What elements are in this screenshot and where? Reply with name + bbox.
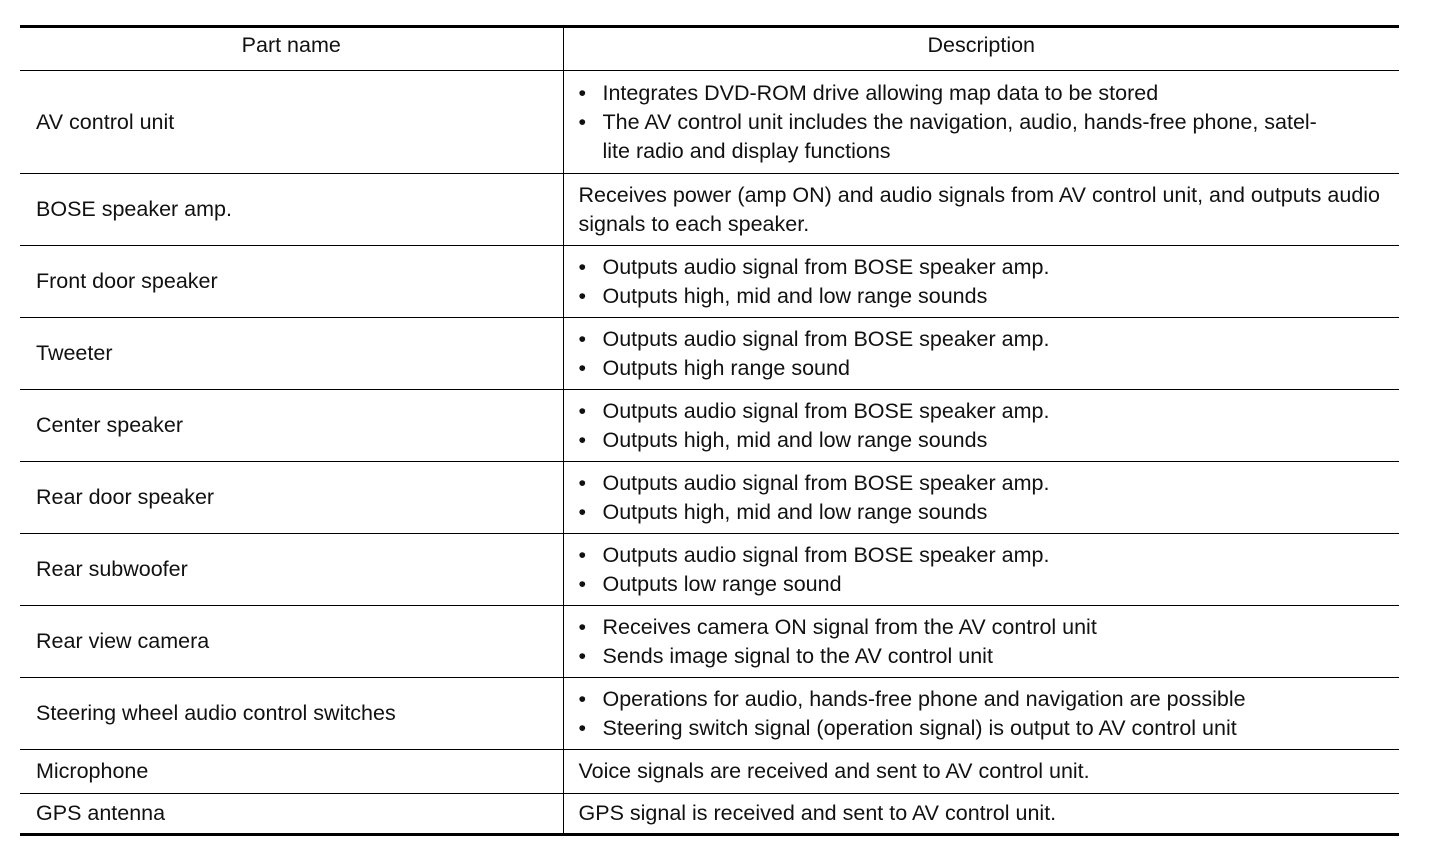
description-bullet: • Operations for audio, hands-free phone and navigation are possible: [579, 685, 1390, 714]
part-name-cell: GPS antenna: [36, 801, 166, 825]
description-bullet: • Outputs high, mid and low range sounds: [579, 498, 1390, 527]
description-bullet: • Outputs audio signal from BOSE speaker amp.: [579, 541, 1390, 570]
description-cell: [563, 71, 1399, 174]
part-name-cell: Steering wheel audio control switches: [20, 678, 563, 750]
part-name-cell: Rear door speaker: [20, 462, 563, 534]
table-row: [20, 71, 1399, 174]
description-cell: GPS signal is received and sent to AV control unit.: [563, 794, 1399, 835]
description-bullet: • Outputs high, mid and low range sounds: [579, 282, 1390, 311]
description-bullet: • The AV control unit includes the navigation, audio, hands-free phone, satel- lite radio and display functions: [579, 108, 1390, 166]
description-bullet: • Outputs audio signal from BOSE speaker amp.: [579, 397, 1390, 426]
part-name-cell: Center speaker: [20, 390, 563, 462]
description-bullet-list: [579, 469, 1390, 527]
description-bullet: • Steering switch signal (operation signal) is output to AV control unit: [579, 714, 1390, 743]
description-cell: [563, 318, 1399, 390]
description-bullet-list: [579, 397, 1390, 455]
part-name-cell: AV control unit: [20, 71, 563, 174]
description-cell: [563, 678, 1399, 750]
part-name-cell: Front door speaker: [20, 246, 563, 318]
table-header-row: [20, 27, 1399, 71]
description-bullet-list: [579, 685, 1390, 743]
table-row: [20, 794, 1399, 835]
description-bullet: • Outputs audio signal from BOSE speaker amp.: [579, 253, 1390, 282]
table-row: [20, 390, 1399, 462]
table-row: [20, 318, 1399, 390]
parts-description-table: [20, 25, 1399, 836]
description-cell: Receives power (amp ON) and audio signals from AV control unit, and outputs audio signals to each speaker.: [563, 174, 1399, 246]
description-cell: [563, 534, 1399, 606]
description-bullet: • Receives camera ON signal from the AV control unit: [579, 613, 1390, 642]
description-bullet-list: [579, 325, 1390, 383]
column-header-description: Description: [563, 27, 1399, 71]
description-bullet-list: [579, 79, 1390, 166]
description-bullet-list: [579, 253, 1390, 311]
description-bullet: • Outputs high, mid and low range sounds: [579, 426, 1390, 455]
table-row: [20, 246, 1399, 318]
description-cell: [563, 606, 1399, 678]
description-cell: [563, 390, 1399, 462]
description-bullet: • Sends image signal to the AV control unit: [579, 642, 1390, 671]
description-bullet: • Outputs high range sound: [579, 354, 1390, 383]
table-row: [20, 606, 1399, 678]
table-row: [20, 462, 1399, 534]
table-row: [20, 534, 1399, 606]
part-name-cell: BOSE speaker amp.: [20, 174, 563, 246]
table-row: [20, 174, 1399, 246]
description-bullet-list: [579, 613, 1390, 671]
part-name-cell: Rear subwoofer: [20, 534, 563, 606]
table-row: [20, 750, 1399, 794]
part-name-cell: Microphone: [20, 750, 563, 794]
description-cell: [563, 246, 1399, 318]
description-bullet: • Outputs low range sound: [579, 570, 1390, 599]
description-bullet: • Outputs audio signal from BOSE speaker amp.: [579, 469, 1390, 498]
description-bullet: • Integrates DVD-ROM drive allowing map data to be stored: [579, 79, 1390, 108]
part-name-cell: Rear view camera: [20, 606, 563, 678]
description-bullet-list: [579, 541, 1390, 599]
description-cell: [563, 462, 1399, 534]
description-cell: Voice signals are received and sent to AV control unit.: [563, 750, 1399, 794]
column-header-part-name: Part name: [20, 27, 563, 71]
description-bullet: • Outputs audio signal from BOSE speaker amp.: [579, 325, 1390, 354]
part-name-cell: Tweeter: [20, 318, 563, 390]
table-row: [20, 678, 1399, 750]
